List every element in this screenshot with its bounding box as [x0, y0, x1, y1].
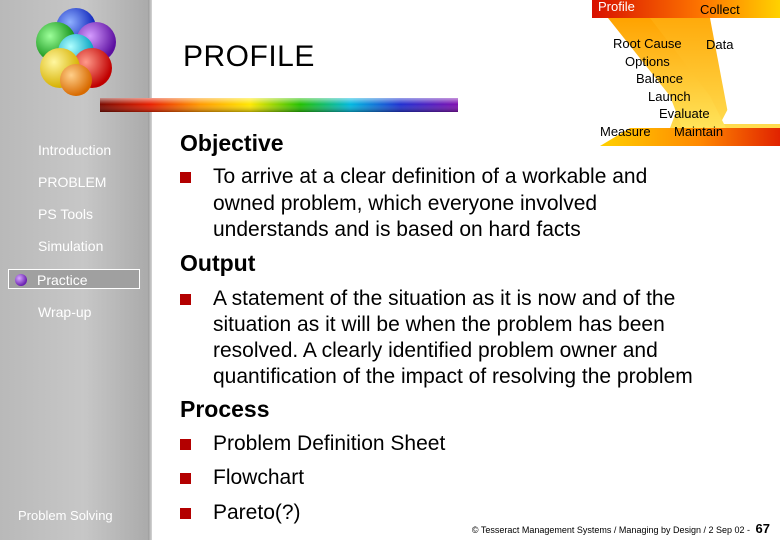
- objective-line: To arrive at a clear definition of a workable and: [213, 165, 648, 188]
- nav-item-label: PS Tools: [38, 206, 93, 222]
- process-item-label: Problem Definition Sheet: [213, 432, 446, 455]
- sidebar-divider: [148, 0, 152, 540]
- page-title: PROFILE: [183, 40, 315, 73]
- graphic-label-balance: Balance: [636, 71, 683, 86]
- logo-color-balls-icon: [30, 6, 122, 98]
- credit-text: © Tesseract Management Systems / Managing by Design / 2 Sep 02 -: [471, 525, 751, 535]
- objective-line: owned problem, which everyone involved: [213, 192, 598, 215]
- nav-item-label: Simulation: [38, 238, 104, 254]
- graphic-label-root-cause: Root Cause: [613, 36, 682, 51]
- graphic-label-launch: Launch: [648, 89, 691, 104]
- process-item-label: Flowchart: [213, 466, 305, 489]
- graphic-label-data: Data: [706, 37, 734, 52]
- process-heading: Process: [180, 396, 270, 422]
- bullet-square-icon: [180, 439, 191, 450]
- footer-label: Problem Solving: [18, 508, 113, 523]
- graphic-label-collect: Collect: [700, 2, 740, 17]
- nav-item-introduction[interactable]: [10, 140, 138, 160]
- nav-item-label: Practice: [37, 272, 88, 288]
- bullet-square-icon: [180, 172, 191, 183]
- bullet-square-icon: [180, 294, 191, 305]
- output-line: A statement of the situation as it is now and of the: [213, 287, 676, 310]
- rainbow-bar: [100, 98, 458, 112]
- nav-item-simulation[interactable]: [10, 236, 138, 256]
- graphic-label-evaluate: Evaluate: [659, 106, 710, 121]
- nav-item-ps-tools[interactable]: [10, 204, 138, 224]
- objective-line: understands and is based on hard facts: [213, 218, 581, 241]
- page-number: 67: [755, 521, 770, 536]
- nav-item-practice[interactable]: [8, 269, 140, 289]
- nav-item-wrap-up[interactable]: [10, 302, 138, 322]
- nav-item-label: PROBLEM: [38, 174, 107, 190]
- output-line: quantification of the impact of resolving the problem: [213, 365, 693, 388]
- nav-item-label: Introduction: [38, 142, 112, 158]
- nav-item-problem[interactable]: [10, 172, 138, 192]
- graphic-label-maintain: Maintain: [674, 124, 724, 139]
- active-bullet-icon: [15, 274, 27, 286]
- output-line: resolved. A clearly identified problem owner and: [213, 339, 658, 362]
- output-line: situation as it will be when the problem has been: [213, 313, 665, 336]
- graphic-label-profile: Profile: [598, 0, 635, 14]
- nav-item-label: Wrap-up: [38, 304, 92, 320]
- bullet-square-icon: [180, 473, 191, 484]
- bullet-square-icon: [180, 508, 191, 519]
- slide-credit: [472, 521, 770, 536]
- process-item-label: Pareto(?): [213, 501, 301, 524]
- process-diagram: [570, 0, 780, 146]
- graphic-label-measure: Measure: [600, 124, 651, 139]
- output-heading: Output: [180, 250, 256, 276]
- graphic-label-options: Options: [625, 54, 670, 69]
- objective-heading: Objective: [180, 130, 284, 156]
